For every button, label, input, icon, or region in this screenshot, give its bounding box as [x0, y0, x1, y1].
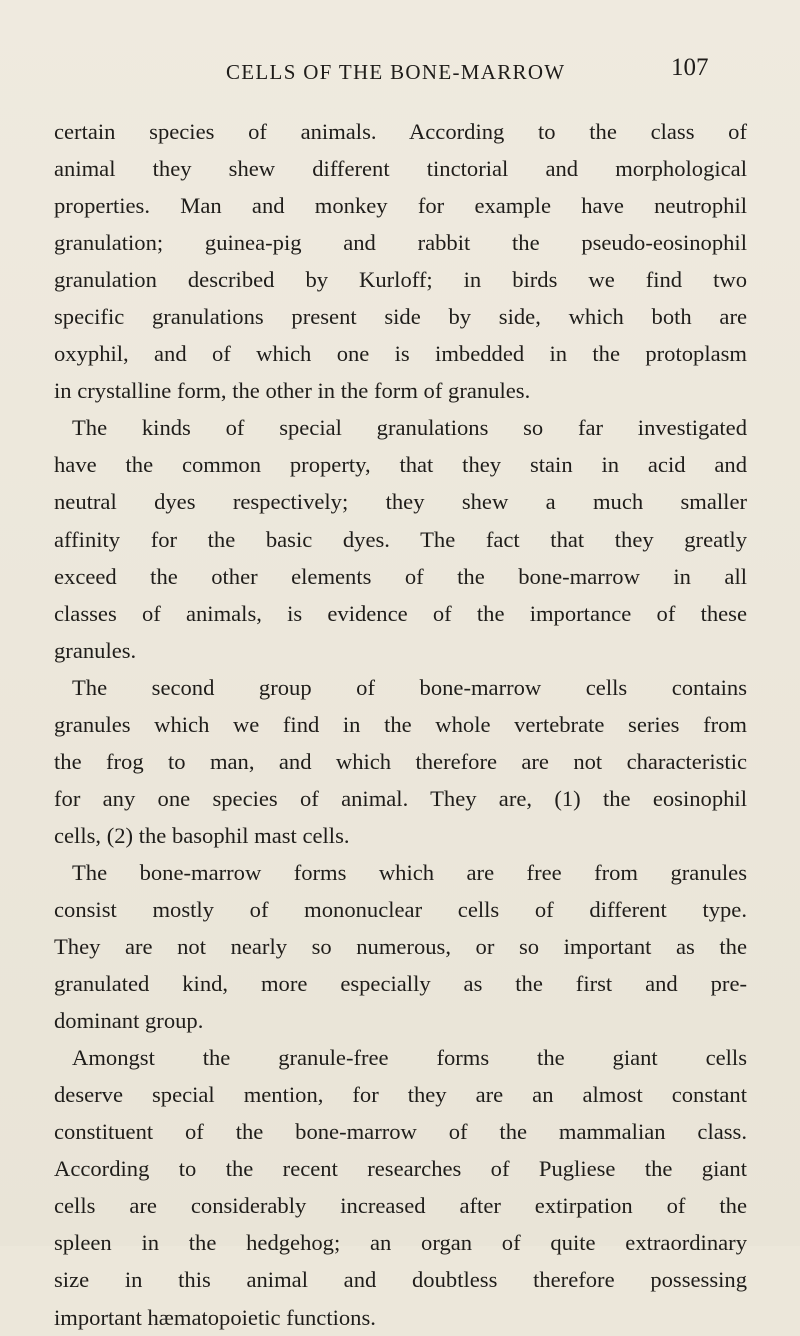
body-text — [54, 113, 747, 1336]
paragraph-start-line: The bone-marrow forms which are free from granules — [72, 859, 747, 885]
text-line: cells, (2) the basophil mast cells. — [54, 822, 350, 848]
text-line: animal they shew different tinctorial and morphological — [54, 156, 747, 182]
paragraph-start-line: Amongst the granule-free forms the giant cells — [72, 1045, 747, 1071]
text-line: exceed the other elements of the bone-marrow in all — [54, 563, 747, 589]
text-line: classes of animals, is evidence of the importance of these — [54, 600, 747, 626]
text-line: oxyphil, and of which one is imbedded in the protoplasm — [54, 341, 747, 367]
text-line: the frog to man, and which therefore are not characteristic — [54, 748, 747, 774]
text-line: spleen in the hedgehog; an organ of quite extraordinary — [54, 1230, 747, 1256]
text-line: deserve special mention, for they are an almost constant — [54, 1082, 747, 1108]
text-line: granulated kind, more especially as the first and pre- — [54, 971, 747, 997]
text-line: granulation; guinea-pig and rabbit the pseudo-eosinophil — [54, 230, 747, 256]
text-line: According to the recent researches of Pugliese the giant — [54, 1156, 747, 1182]
text-line: size in this animal and doubtless therefore possessing — [54, 1267, 747, 1293]
text-line: in crystalline form, the other in the form of granules. — [54, 378, 531, 404]
text-line: consist mostly of mononuclear cells of different type. — [54, 896, 747, 922]
text-line: affinity for the basic dyes. The fact that they greatly — [54, 526, 747, 552]
text-line: neutral dyes respectively; they shew a much smaller — [54, 489, 747, 515]
text-line: granules which we find in the whole vertebrate series from — [54, 711, 747, 737]
text-line: certain species of animals. According to the class of — [54, 119, 747, 144]
text-line: for any one species of animal. They are, (1) the eosinophil — [54, 785, 747, 811]
text-line: specific granulations present side by side, which both are — [54, 304, 747, 330]
paragraph-start-line: The second group of bone-marrow cells contains — [72, 674, 747, 700]
paragraph-start-line: The kinds of special granulations so far investigated — [72, 415, 747, 441]
text-line: They are not nearly so numerous, or so important as the — [54, 934, 747, 960]
page-number: 107 — [671, 54, 709, 81]
text-line: granules. — [54, 637, 137, 663]
text-line: important hæmatopoietic functions. — [54, 1304, 376, 1330]
text-line: dominant group. — [54, 1008, 204, 1034]
text-line: properties. Man and monkey for example have neutrophil — [54, 193, 747, 219]
text-line: have the common property, that they stain in acid and — [54, 452, 747, 478]
text-line: granulation described by Kurloff; in birds we find two — [54, 267, 747, 293]
text-line: cells are considerably increased after extirpation of the — [54, 1193, 747, 1219]
running-title: CELLS OF THE BONE-MARROW — [226, 60, 566, 84]
text-line: constituent of the bone-marrow of the mammalian class. — [54, 1119, 747, 1145]
